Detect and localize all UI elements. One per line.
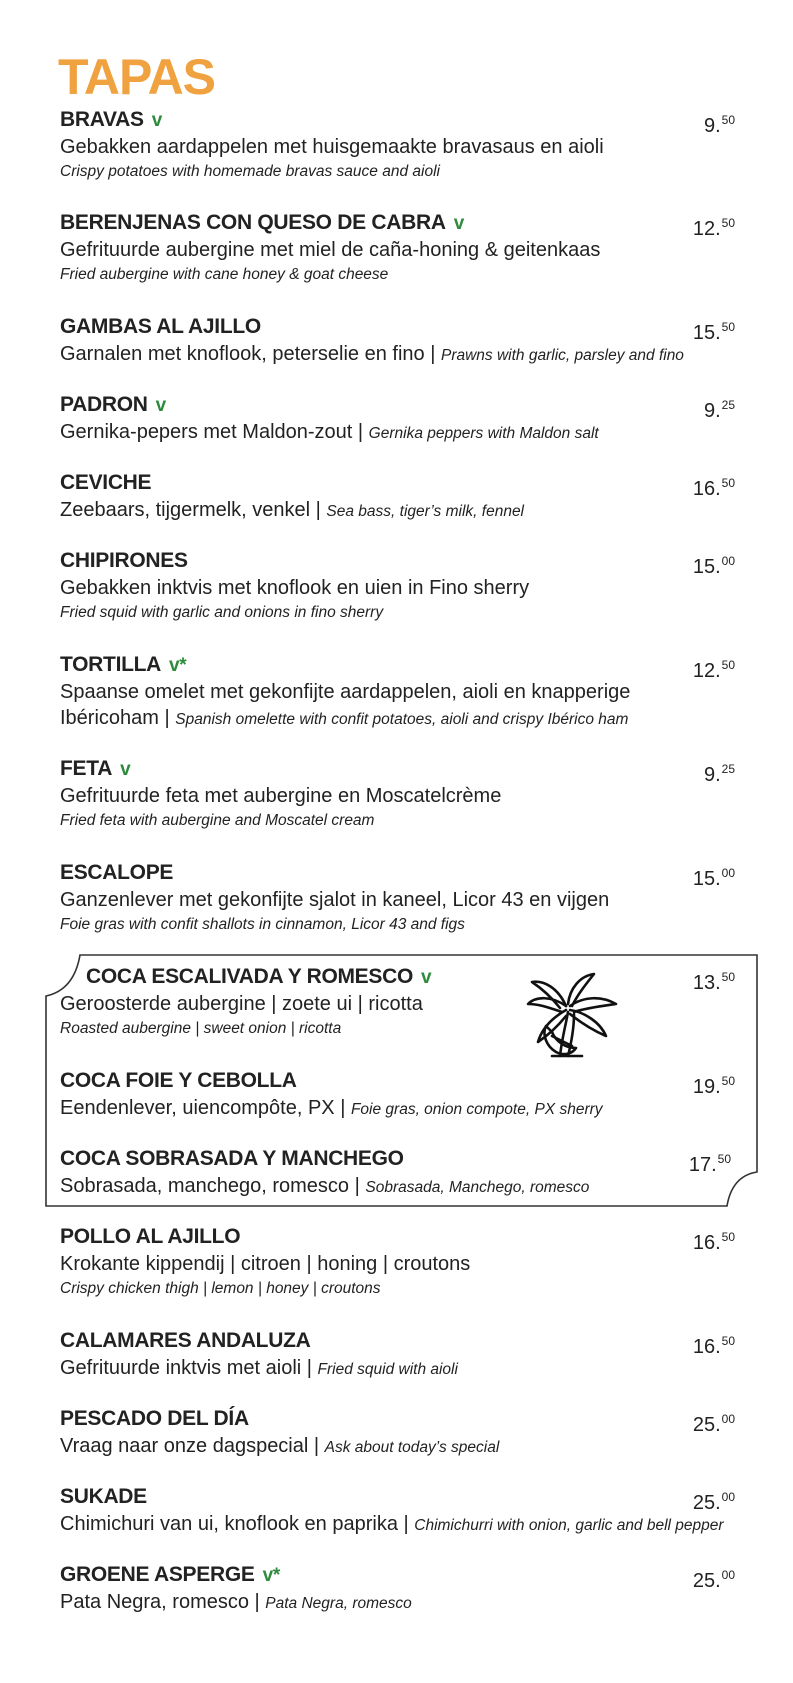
item-description-en: Sea bass, tiger’s milk, fennel — [326, 503, 525, 520]
item-price: 9.50 — [703, 113, 735, 137]
separator: | — [349, 1175, 366, 1197]
item-name: BERENJENAS CON QUESO DE CABRA — [60, 211, 446, 234]
item-description-nl: Eendenlever, uiencompôte, PX — [60, 1097, 335, 1119]
item-description-nl: Geroosterde aubergine | zoete ui | ricotta — [60, 993, 423, 1015]
separator: | — [308, 1435, 325, 1457]
separator: | — [334, 1097, 351, 1119]
item-description-nl: Zeebaars, tijgermelk, venkel — [60, 499, 311, 521]
item-description-nl-cont: Ibéricoham — [60, 707, 159, 729]
item-price: 16.50 — [692, 476, 735, 500]
item-description-en: Sobrasada, Manchego, romesco — [365, 1179, 590, 1196]
item-description-en: Crispy potatoes with homemade bravas sauce and aioli — [60, 163, 440, 180]
item-name: GAMBAS AL AJILLO — [60, 315, 261, 338]
item-description-nl: Gefrituurde inktvis met aioli — [60, 1357, 302, 1379]
menu-item-calamares — [60, 1328, 743, 1383]
menu-item-berenjenas — [60, 210, 743, 287]
vegetarian-badge: v — [420, 967, 432, 988]
item-name: CHIPIRONES — [60, 549, 188, 572]
item-description-en: Chimichurri with onion, garlic and bell pepper — [414, 1517, 724, 1534]
item-price: 12.50 — [692, 658, 735, 682]
item-description-nl: Gebakken inktvis met knoflook en uien in Fino sherry — [60, 577, 530, 599]
menu-item-coca-escalivada — [60, 964, 743, 1041]
item-description-nl: Gernika-pepers met Maldon-zout — [60, 421, 353, 443]
item-name: BRAVAS — [60, 108, 144, 131]
item-name: PADRON — [60, 393, 148, 416]
item-description-en: Spanish omelette with confit potatoes, aioli and crispy Ibérico ham — [175, 711, 629, 728]
item-price: 25.00 — [692, 1568, 735, 1592]
item-description-en: Roasted aubergine | sweet onion | ricotta — [60, 1020, 342, 1037]
item-name: TORTILLA — [60, 653, 162, 676]
vegetarian-badge: v — [120, 759, 131, 780]
menu-item-pescado — [60, 1406, 743, 1461]
item-name: CEVICHE — [60, 471, 152, 494]
item-price: 12.50 — [692, 216, 735, 240]
item-name: FETA — [60, 757, 113, 780]
item-description-en: Foie gras with confit shallots in cinnamon, Licor 43 and figs — [60, 916, 465, 933]
menu-item-coca-sobrasada — [60, 1146, 743, 1201]
item-name: COCA FOIE Y CEBOLLA — [60, 1069, 297, 1092]
item-name: POLLO AL AJILLO — [60, 1225, 241, 1248]
item-description-nl: Chimichuri van ui, knoflook en paprika — [60, 1513, 398, 1535]
item-description-en: Crispy chicken thigh | lemon | honey | croutons — [60, 1280, 381, 1297]
vegetarian-badge: v* — [169, 655, 187, 676]
item-description-nl: Gebakken aardappelen met huisgemaakte bravasaus en aioli — [60, 136, 604, 158]
item-price: 19.50 — [692, 1074, 735, 1098]
menu-item-sukade — [60, 1484, 763, 1539]
item-price: 15.50 — [692, 320, 735, 344]
item-description-nl: Vraag naar onze dagspecial — [60, 1435, 309, 1457]
item-name: ESCALOPE — [60, 861, 174, 884]
item-price: 16.50 — [692, 1230, 735, 1254]
item-description-nl: Spaanse omelet met gekonfijte aardappelen, aioli en knapperige — [60, 681, 631, 703]
item-description-nl: Gefrituurde feta met aubergine en Moscatelcrème — [60, 785, 502, 807]
item-description-en: Fried squid with aioli — [317, 1361, 458, 1378]
menu-item-feta — [60, 756, 743, 833]
item-description-nl: Sobrasada, manchego, romesco — [60, 1175, 350, 1197]
item-description-en: Fried aubergine with cane honey & goat cheese — [60, 266, 389, 283]
vegetarian-badge: v* — [262, 1565, 280, 1586]
separator: | — [424, 343, 441, 365]
vegetarian-badge: v — [155, 395, 166, 416]
separator: | — [301, 1357, 318, 1379]
page-title: TAPAS — [58, 49, 216, 105]
item-description-nl: Gefrituurde aubergine met miel de caña-honing & geitenkaas — [60, 239, 601, 261]
menu-item-groene-asperge — [60, 1562, 743, 1617]
item-price: 16.50 — [692, 1334, 735, 1358]
item-description-en: Prawns with garlic, parsley and fino — [440, 347, 684, 364]
item-description-en: Ask about today’s special — [324, 1439, 500, 1456]
vegetarian-badge: v — [453, 213, 464, 234]
menu-item-chipirones — [60, 548, 743, 625]
separator: | — [397, 1513, 415, 1535]
separator: | — [248, 1591, 266, 1613]
item-description-en: Pata Negra, romesco — [265, 1595, 412, 1612]
item-description-en: Fried feta with aubergine and Moscatel cream — [60, 812, 375, 829]
item-name: GROENE ASPERGE — [60, 1563, 255, 1586]
menu-item-padron — [60, 392, 743, 447]
separator: | — [352, 421, 369, 443]
item-price: 15.00 — [692, 554, 735, 578]
item-name: COCA SOBRASADA Y MANCHEGO — [60, 1147, 404, 1170]
menu-item-bravas — [60, 107, 743, 184]
item-description-nl: Garnalen met knoflook, peterselie en fino — [60, 343, 425, 365]
item-price: 25.00 — [692, 1490, 735, 1514]
item-name: COCA ESCALIVADA Y ROMESCO — [86, 965, 413, 988]
item-price: 9.25 — [703, 398, 735, 422]
item-description-nl: Krokante kippendij | citroen | honing | croutons — [60, 1253, 471, 1275]
menu-item-coca-foie — [60, 1068, 743, 1123]
separator: | — [158, 707, 176, 729]
menu-item-gambas — [60, 314, 743, 369]
item-description-en: Foie gras, onion compote, PX sherry — [350, 1101, 603, 1118]
item-name: CALAMARES ANDALUZA — [60, 1329, 311, 1352]
item-price: 17.50 — [688, 1152, 731, 1176]
item-price: 9.25 — [703, 762, 735, 786]
item-name: PESCADO DEL DÍA — [60, 1407, 249, 1430]
item-description-nl: Ganzenlever met gekonfijte sjalot in kaneel, Licor 43 en vijgen — [60, 889, 610, 911]
item-description-en: Fried squid with garlic and onions in fino sherry — [60, 604, 384, 621]
separator: | — [310, 499, 327, 521]
item-price: 15.00 — [692, 866, 735, 890]
menu-item-escalope — [60, 860, 743, 937]
menu-item-pollo — [60, 1224, 743, 1301]
vegetarian-badge: v — [151, 110, 163, 131]
item-price: 13.50 — [692, 970, 735, 994]
item-description-nl: Pata Negra, romesco — [60, 1591, 249, 1613]
menu-item-ceviche — [60, 470, 743, 525]
item-description-en: Gernika peppers with Maldon salt — [368, 425, 599, 442]
item-name: SUKADE — [60, 1485, 147, 1508]
menu-item-tortilla — [60, 652, 743, 733]
item-price: 25.00 — [692, 1412, 735, 1436]
